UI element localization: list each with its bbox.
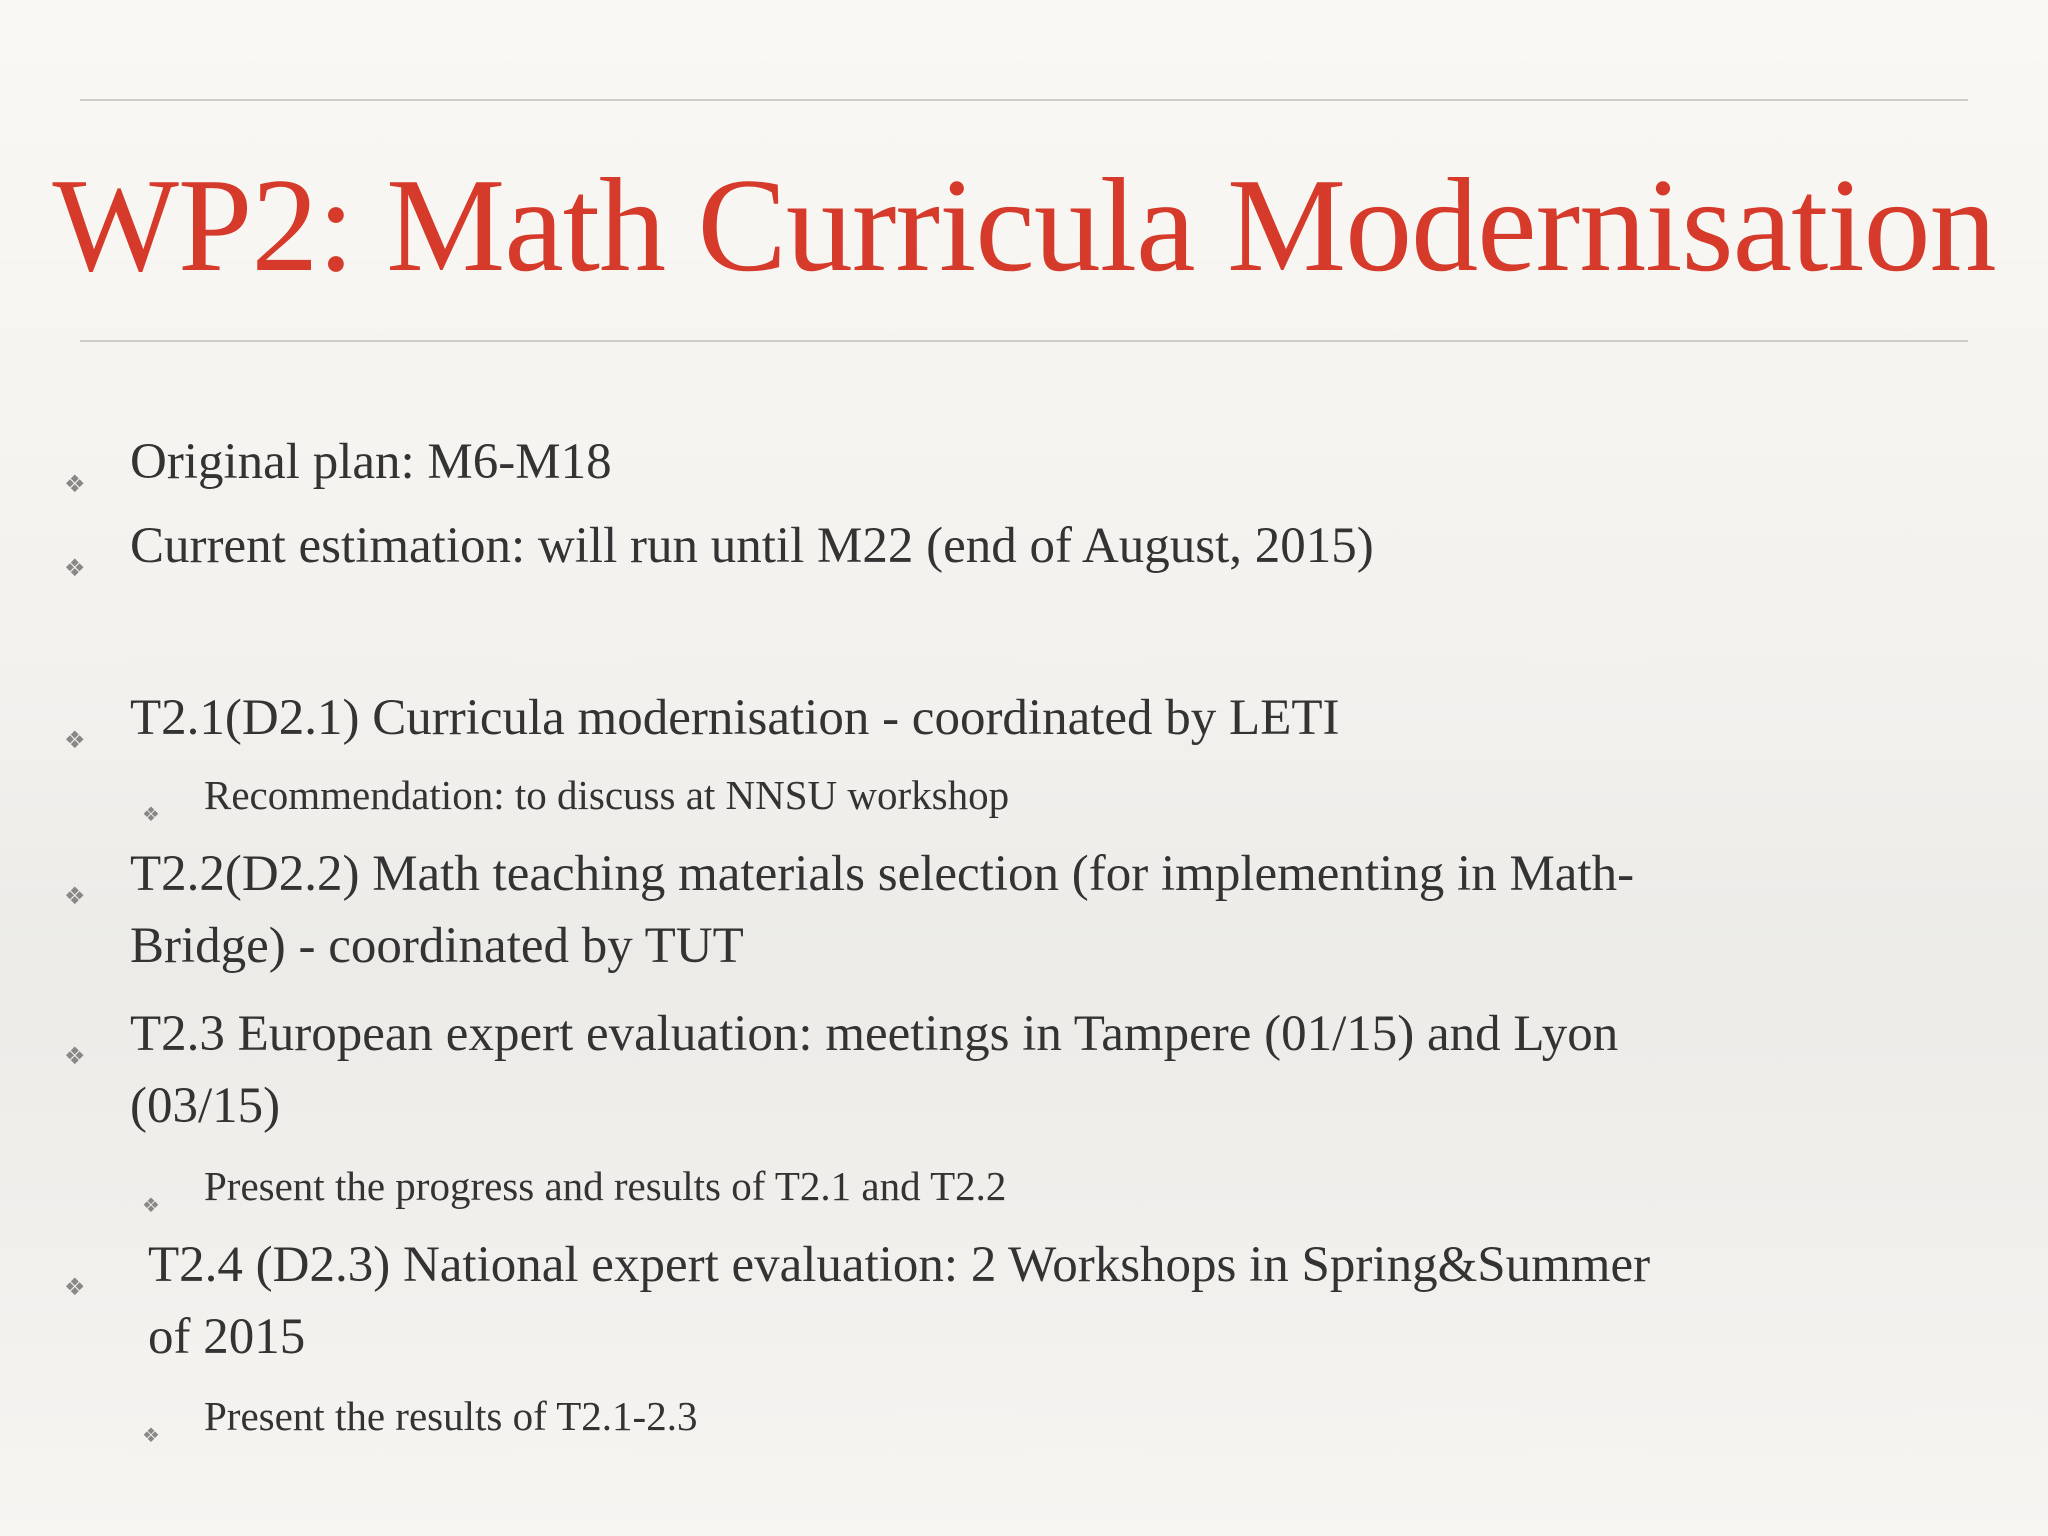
sub-bullet-present-results <box>142 1386 698 1447</box>
sub-bullet-text: Present the results of T2.1-2.3 <box>204 1393 698 1439</box>
sub-bullet-recommendation <box>142 765 1010 826</box>
bullet-t2-1 <box>64 682 1340 754</box>
sub-bullet-text: Recommendation: to discuss at NNSU workshop <box>204 772 1010 818</box>
bullet-text-line-2: Bridge) - coordinated by TUT <box>130 918 744 974</box>
bullet-diamond-icon: ❖ <box>64 1042 86 1070</box>
bullet-text: Current estimation: will run until M22 (end of August, 2015) <box>130 518 1374 574</box>
bullet-text-line-2: (03/15) <box>130 1078 281 1134</box>
bullet-diamond-icon: ❖ <box>64 1273 86 1301</box>
sub-bullet-diamond-icon: ❖ <box>142 1423 160 1447</box>
bullet-text: Original plan: M6-M18 <box>130 434 612 490</box>
bullet-text-line-1: T2.4 (D2.3) National expert evaluation: 2 Workshops in Spring&Summer <box>148 1237 1651 1293</box>
sub-bullet-diamond-icon: ❖ <box>142 802 160 826</box>
bullet-current-estimation <box>64 510 1374 582</box>
bullet-diamond-icon: ❖ <box>64 882 86 910</box>
bullet-diamond-icon: ❖ <box>64 726 86 754</box>
bullet-diamond-icon: ❖ <box>64 470 86 498</box>
bullet-t2-4 <box>64 1229 1651 1373</box>
bullet-text-line-1: T2.3 European expert evaluation: meetings in Tampere (01/15) and Lyon <box>130 1006 1619 1062</box>
bullet-text: T2.1(D2.1) Curricula modernisation - coordinated by LETI <box>130 690 1340 746</box>
sub-bullet-present-progress <box>142 1156 1007 1217</box>
bullet-text-line-1: T2.2(D2.2) Math teaching materials selection (for implementing in Math- <box>130 846 1635 902</box>
bullet-diamond-icon: ❖ <box>64 554 86 582</box>
sub-bullet-diamond-icon: ❖ <box>142 1193 160 1217</box>
bullet-t2-3 <box>64 998 1619 1142</box>
sub-bullet-text: Present the progress and results of T2.1 and T2.2 <box>204 1163 1007 1209</box>
bullet-text-line-2: of 2015 <box>148 1309 306 1365</box>
slide-title: WP2: Math Curricula Modernisation <box>52 151 1996 299</box>
bullet-t2-2 <box>64 838 1635 982</box>
bullet-original-plan <box>64 426 612 498</box>
